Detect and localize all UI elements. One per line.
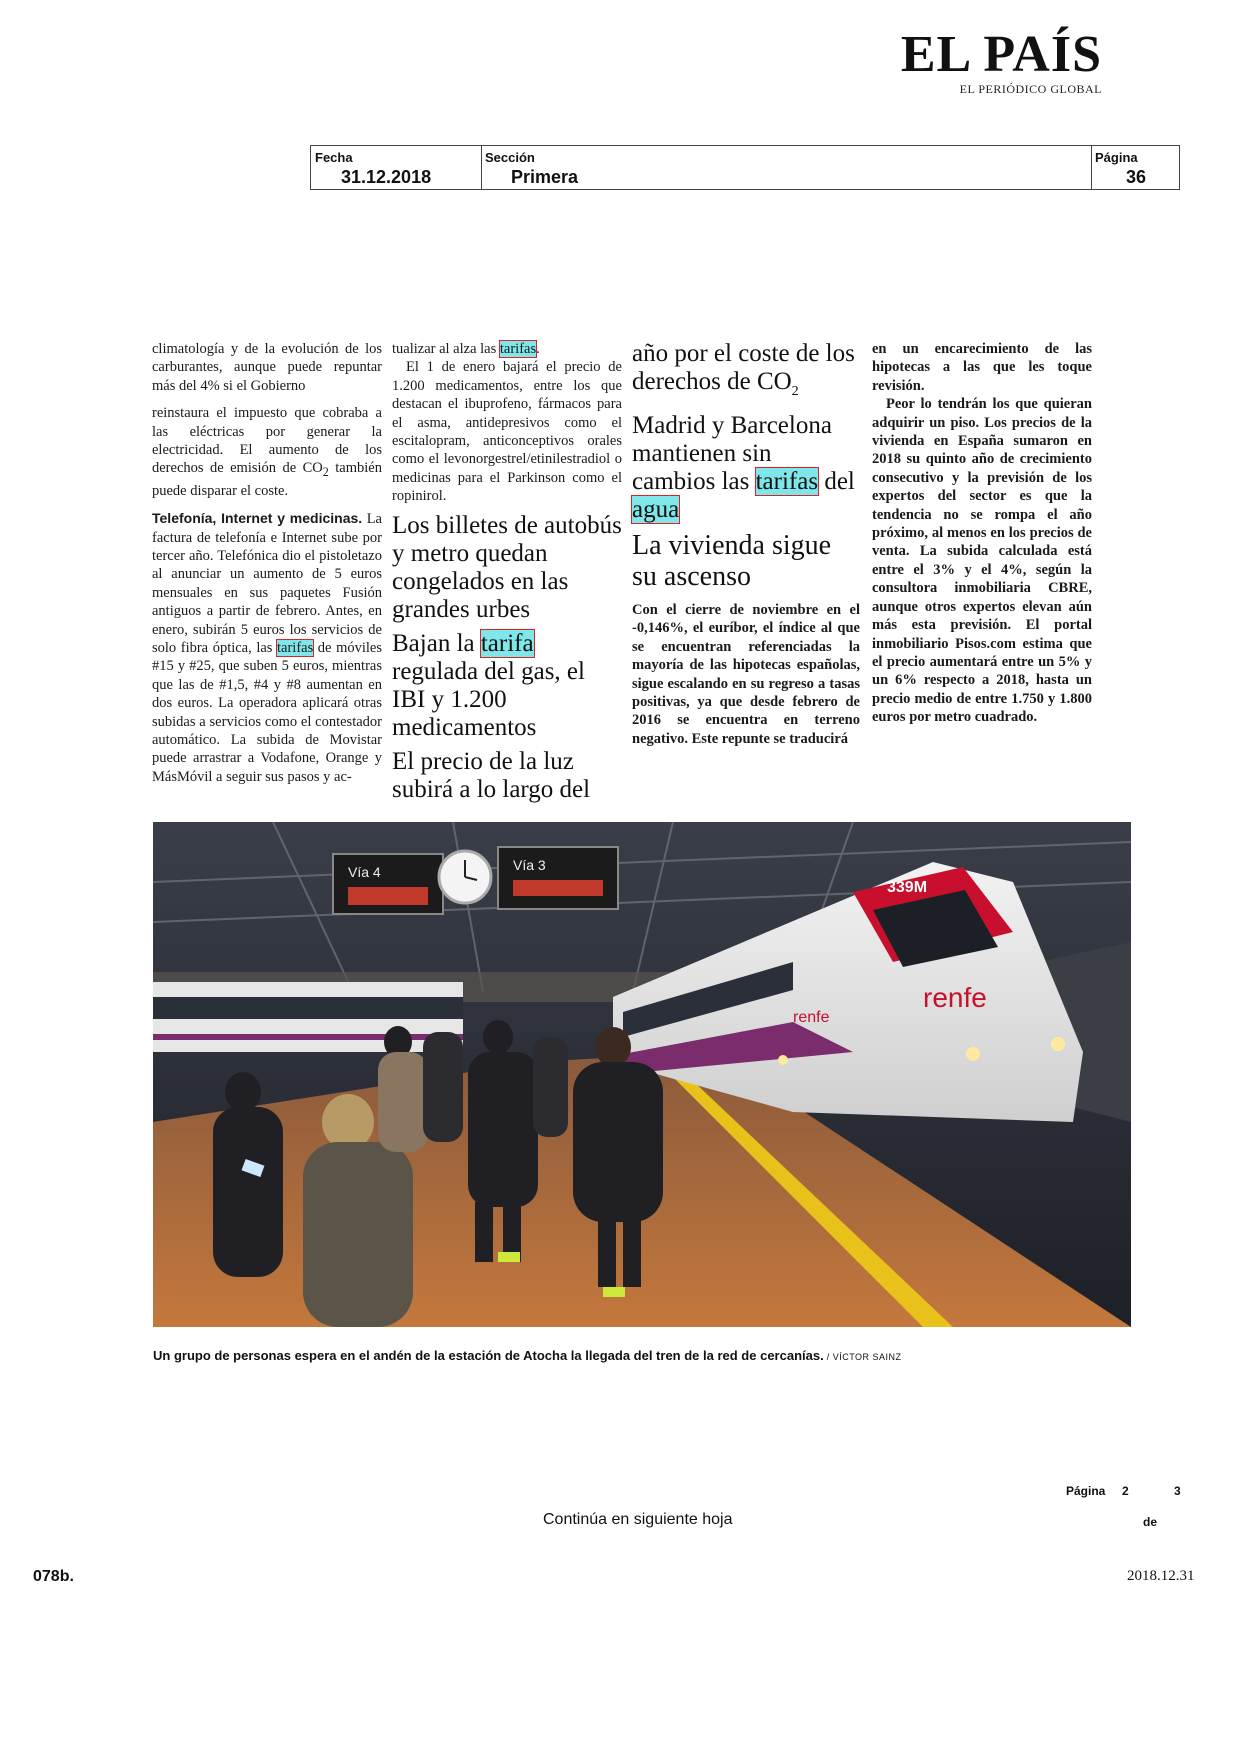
headline-precio-luz: El precio de la luz subirá a lo largo del	[392, 747, 591, 803]
sign-via-4: Vía 4	[348, 864, 381, 880]
headline-vivienda: La vivienda sigue su ascenso	[632, 530, 832, 592]
highlight-tarifa: tarifa	[480, 629, 534, 657]
renfe-logo-side: renfe	[793, 1009, 830, 1026]
clipping-code: 078b.	[33, 1568, 74, 1585]
col1-paragraph-2: reinstaura el impuesto que cobraba a las eléctricas por generar la electricidad. El aumento de los derechos de emisión de $CO_2$ también puede disparar el coste.	[152, 405, 382, 499]
col2-paragraph-1: tualizar al alza las tarifas.	[392, 341, 540, 357]
headline-bajan: Bajan la tarifa regulada del gas, el IBI y 1.200 medicamentos	[392, 629, 585, 741]
footer-de-label: de	[1143, 1515, 1158, 1529]
footer-page-total: 3	[1174, 1484, 1181, 1498]
sign-via-3: Vía 3	[513, 857, 546, 873]
fecha-cell	[311, 146, 482, 189]
highlight-tarifas: tarifas	[499, 341, 537, 357]
footer-page-current: 2	[1122, 1484, 1129, 1498]
continua-notice: Continúa en siguiente hoja	[543, 1511, 733, 1528]
caption-credit: / VÍCTOR SAINZ	[823, 1352, 902, 1362]
renfe-logo-front: renfe	[923, 982, 987, 1013]
footer-pagina-label: Página	[1066, 1484, 1106, 1498]
headline-agua: Madrid y Barcelona mantienen sin cambios las tarifas del agua	[632, 412, 855, 523]
highlight-tarifas: tarifas	[277, 639, 314, 656]
clipping-header	[310, 145, 1180, 190]
col4-paragraph-2: Peor lo tendrán los que quieran adquirir un piso. Los precios de la vivienda en España sumaron en 2018 su quinto año de crecimiento consecutivo y la previsión de los expertos del sector es que la tendencia no se rompa el año próximo, al menos en los precios de venta. La subida calculada está entre el 3% y el 4%, según la consultora inmobiliaria CBRE, aunque otros expertos elevan aún más esta previsión. El portal inmobiliario Pisos.com estima que el precio aumentará entre un 5% y un 6% respecto a 2018, hasta un precio medio de entre 1.750 y 1.800 euros por metro cuadrado.	[872, 396, 1092, 726]
article-column-2	[392, 340, 622, 804]
train-number: 339M	[887, 879, 928, 896]
highlight-agua: agua	[632, 496, 680, 523]
masthead-name: EL PAÍS	[900, 26, 1102, 83]
article-column-3	[632, 340, 860, 748]
station-photo	[153, 822, 1131, 1327]
col1-paragraph-3: Telefonía, Internet y medicinas. La factura de telefonía e Internet sube por tercer año. Telefónica dio el pistoletazo al anunciar un aumento de 5 euros mensuales en sus paquetes Fusión antiguos a partir de febrero. Antes, en enero, subirán 5 euros los servicios de solo fibra óptica, las tarifas de móviles #15 y #25, que suben 5 euros, mientras que las de #1,5, #4 y #8 aumentan en dos euros. La operadora aplicará otras subidas a servicios como el contestador automático. La subida de Movistar puede arrastrar a Vodafone, Orange y MásMóvil a seguir sus pasos y ac-	[152, 510, 382, 785]
col3-paragraph-1: Con el cierre de noviembre en el -0,146%, el euríbor, el índice al que se encuentran referenciadas la mayoría de las hipotecas españolas, sigue escalando en su regreso a tasas positivas, ya que desde febrero de 2016 se encuentra en terreno negativo. Este repunte se traducirá	[632, 602, 860, 747]
pagina-cell	[1091, 146, 1179, 189]
pagina-label: Página	[1095, 150, 1138, 165]
headline-billetes: Los billetes de autobús y metro quedan congelados en las grandes urbes	[392, 511, 622, 623]
article-column-1	[152, 340, 382, 786]
subhead-telefonia: Telefonía, Internet y medicinas.	[152, 510, 363, 527]
article-column-4	[872, 340, 1092, 727]
photo-caption	[153, 1348, 902, 1363]
seccion-label: Sección	[485, 150, 535, 165]
col4-paragraph-1: en un encarecimiento de las hipotecas a las que les toque revisión.	[872, 341, 1092, 394]
caption-text: Un grupo de personas espera en el andén de la estación de Atocha la llegada del tren de la red de cercanías.	[153, 1348, 824, 1363]
seccion-value: Primera	[511, 167, 579, 187]
pagina-value: 36	[1126, 167, 1147, 187]
masthead-tagline: EL PERIÓDICO GLOBAL	[959, 82, 1102, 96]
headline-co2: año por el coste de los derechos de $CO_2$	[632, 340, 855, 399]
train-platform-illustration	[153, 822, 1131, 1327]
col2-paragraph-2: El 1 de enero bajará el precio de 1.200 medicamentos, entre los que destacan el ibuprofeno, fármacos para el asma, antidepresivos como el escitalopram, anticonceptivos orales como el levonorgestrel/etinilestradiol o medicinas para el Parkinson como el ropinirol.	[392, 359, 622, 505]
clipping-date: 2018.12.31	[1127, 1568, 1195, 1584]
col1-paragraph-1: climatología y de la evolución de los carburantes, aunque puede repuntar más del 4% si el Gobierno	[152, 341, 382, 394]
fecha-value: 31.12.2018	[341, 167, 432, 187]
fecha-label: Fecha	[315, 150, 353, 165]
highlight-tarifas: tarifas	[755, 468, 819, 495]
seccion-cell	[481, 146, 1092, 189]
masthead-logo	[900, 26, 1102, 97]
